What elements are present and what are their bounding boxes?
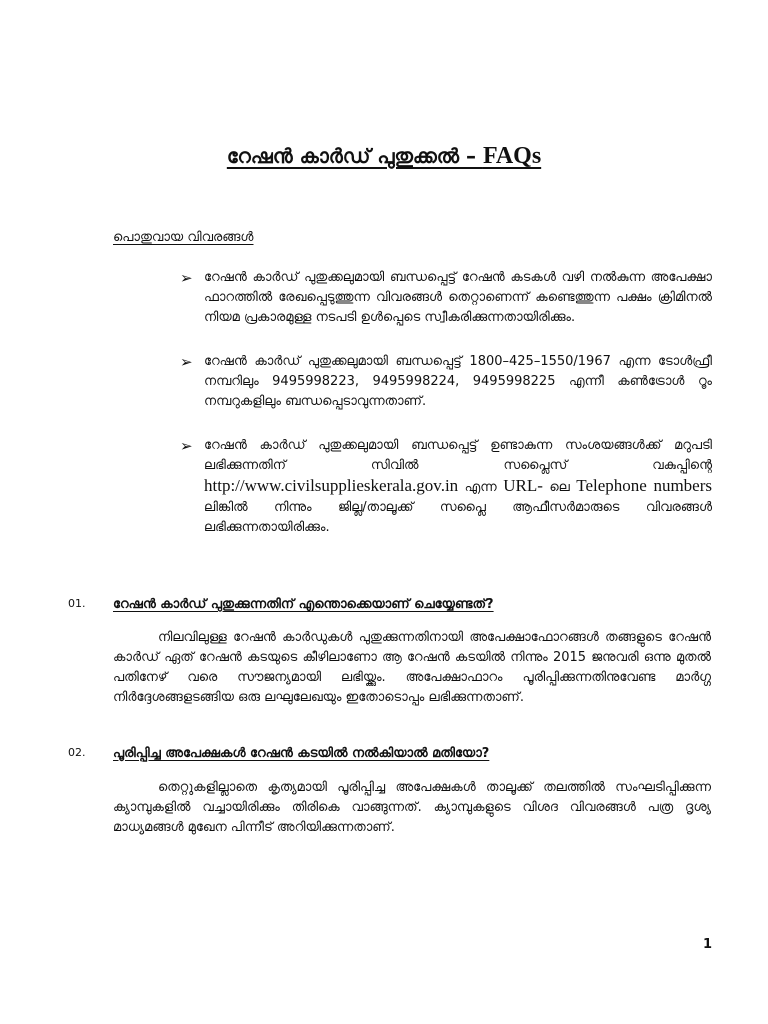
faq-question-text: റേഷൻ കാർഡ് പുതുക്കുന്നതിന് എന്തൊക്കെയാണ് ചെയ്യേണ്ടത്?: [113, 597, 494, 612]
title-faqs: FAQs: [482, 143, 542, 169]
list-item: [180, 352, 712, 412]
bullet-text: ലിങ്കിൽ നിന്നും ജില്ല/താലൂക്ക് സപ്ലൈ ആഫീസർമാരുടെ വിവരങ്ങൾ ലഭിക്കുന്നതായിരിക്കും.: [204, 500, 712, 535]
arrow-bullet-icon: ➢: [180, 269, 193, 287]
bullet-text: എന്ന: [458, 480, 504, 495]
bullet-text: റേഷൻ കാർഡ് പുതുക്കലുമായി ബന്ധപ്പെട്ട് റേഷൻ കടകൾ വഴി നൽകുന്ന അപേക്ഷാ ഫാറത്തിൽ രേഖപ്പെടുത്തുന്ന വിവരങ്ങൾ തെറ്റാണെന്ന് കണ്ടെത്തുന്ന പക്ഷം ക്രിമിനൽ നിയമ പ്രകാരമുള്ള നടപടി ഉൾപ്പെടെ സ്വീകരിക്കുന്നതായിരിക്കും.: [204, 270, 712, 325]
section-heading-general-info: പൊതുവായ വിവരങ്ങൾ: [113, 230, 254, 245]
faq-number: 02.: [68, 746, 86, 759]
general-info-list: [180, 268, 712, 562]
faq-number: 01.: [68, 597, 86, 610]
arrow-bullet-icon: ➢: [180, 437, 193, 455]
bullet-text: റേഷൻ കാർഡ് പുതുക്കലുമായി ബന്ധപ്പെട്ട് 1800–425–1550/1967 എന്ന ടോൾഫ്രീ നമ്പറിലും 9495998223, 9495998224, 9495998225 എന്നീ കൺട്രോൾ റൂം നമ്പറുകളിലും ബന്ധപ്പെടാവുന്നതാണ്.: [204, 354, 712, 409]
bullet-text: റേഷൻ കാർഡ് പുതുക്കലുമായി ബന്ധപ്പെട്ട് ഉണ്ടാകുന്ന സംശയങ്ങൾക്ക് മറുപടി ലഭിക്കുന്നതിന് സിവിൽ സപ്ലൈസ് വകുപ്പിന്റെ: [204, 438, 712, 473]
title-malayalam: റേഷൻ കാർഡ് പുതുക്കൽ –: [226, 144, 483, 168]
url-label: URL-: [503, 476, 543, 495]
telephone-numbers-label: Telephone numbers: [576, 476, 712, 495]
faq-question-text: പൂരിപ്പിച്ച അപേക്ഷകൾ റേഷൻ കടയിൽ നൽകിയാൽ മതിയോ?: [113, 746, 490, 761]
bullet-text: ലെ: [542, 480, 577, 495]
faq-answer-1: നിലവിലുള്ള റേഷൻ കാർഡുകൾ പുതുക്കുന്നതിനായി അപേക്ഷാഫോറങ്ങൾ തങ്ങളുടെ റേഷൻ കാർഡ് ഏത് റേഷൻ കടയുടെ കീഴിലാണോ ആ റേഷൻ കടയിൽ നിന്നും 2015 ജനുവരി ഒന്നു മുതൽ പതിനേഴ് വരെ സൗജന്യമായി ലഭിയ്ക്കും. അപേക്ഷാഫാറം പൂരിപ്പിക്കുന്നതിനുവേണ്ട മാർഗ്ഗ നിർദ്ദേശങ്ങളടങ്ങിയ ഒരു ലഘുലേഖയും ഇതോടൊപ്പം ലഭിക്കുന്നതാണ്.: [113, 630, 711, 705]
website-url: http://www.civilsupplieskerala.gov.in: [204, 476, 459, 495]
document-title: [0, 143, 768, 170]
page-number: 1: [702, 937, 712, 952]
faq-answer-2: തെറ്റുകളില്ലാതെ കൃത്യമായി പൂരിപ്പിച്ച അപേക്ഷകൾ താലൂക്ക് തലത്തിൽ സംഘടിപ്പിക്കുന്ന ക്യാമ്പുകളിൽ വച്ചായിരിക്കും തിരികെ വാങ്ങുന്നത്. ക്യാമ്പുകളുടെ വിശദ വിവരങ്ങൾ പത്ര ദൃശ്യ മാധ്യമങ്ങൾ മുഖേന പിന്നീട് അറിയിക്കുന്നതാണ്.: [113, 780, 711, 835]
list-item: [180, 436, 712, 538]
list-item: [180, 268, 712, 328]
arrow-bullet-icon: ➢: [180, 353, 193, 371]
